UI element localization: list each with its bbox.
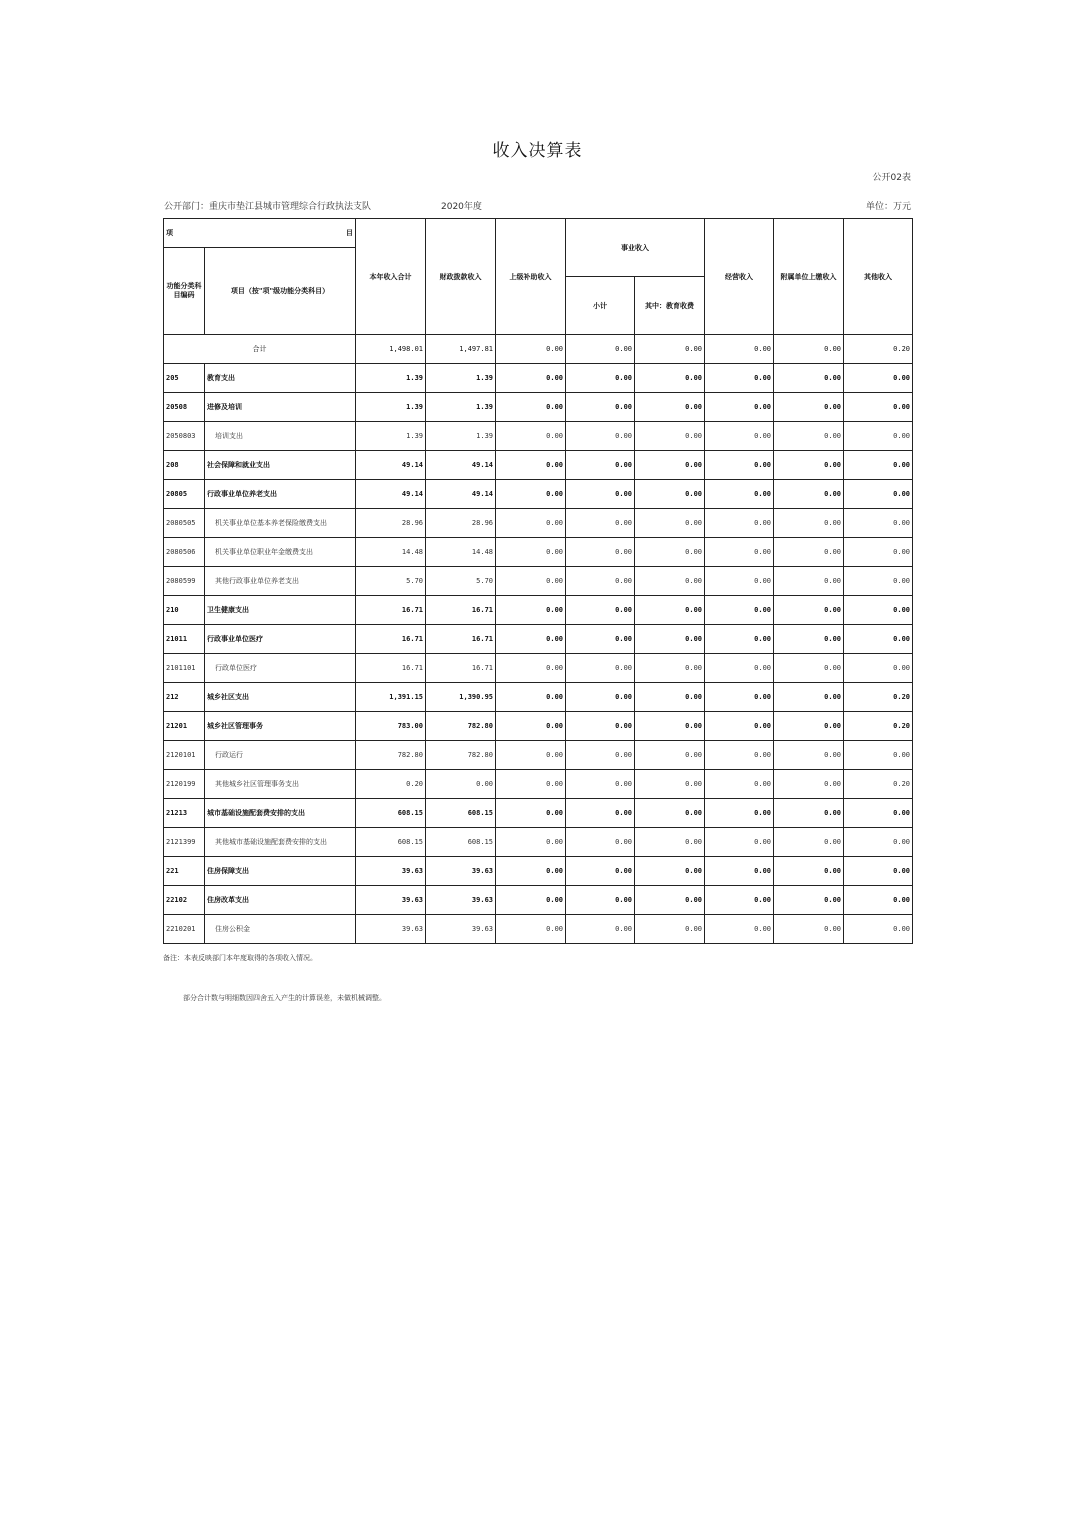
cell-upper: 0.00 — [496, 712, 566, 741]
cell-tuition: 0.00 — [635, 828, 705, 857]
cell-other: 0.20 — [844, 683, 913, 712]
row-code: 2101101 — [164, 654, 205, 683]
cell-tuition: 0.00 — [635, 567, 705, 596]
unit-label: 单位：万元 — [865, 202, 911, 212]
row-code: 2121399 — [164, 828, 205, 857]
row-code: 20508 — [164, 393, 205, 422]
cell-affiliated: 0.00 — [774, 654, 844, 683]
note-rounding: 部分合计数与明细数因四舍五入产生的计算误差，未做机械调整。 — [183, 994, 386, 1002]
row-name: 机关事业单位职业年金缴费支出 — [205, 538, 356, 567]
cell-fiscal: 782.80 — [426, 712, 496, 741]
table-row — [164, 712, 913, 741]
header-tuition: 其中：教育收费 — [635, 277, 705, 335]
row-code: 21213 — [164, 799, 205, 828]
cell-tuition: 0.00 — [635, 683, 705, 712]
cell-other: 0.00 — [844, 625, 913, 654]
cell-operating: 0.00 — [705, 538, 774, 567]
row-name: 其他行政事业单位养老支出 — [205, 567, 356, 596]
cell-affiliated: 0.00 — [774, 335, 844, 364]
row-name: 住房改革支出 — [205, 886, 356, 915]
table-row — [164, 741, 913, 770]
cell-total: 0.20 — [356, 770, 426, 799]
cell-operating: 0.00 — [705, 509, 774, 538]
row-name: 住房公积金 — [205, 915, 356, 944]
cell-tuition: 0.00 — [635, 393, 705, 422]
cell-other: 0.00 — [844, 451, 913, 480]
cell-fiscal: 39.63 — [426, 915, 496, 944]
row-code: 212 — [164, 683, 205, 712]
cell-upper: 0.00 — [496, 480, 566, 509]
cell-subtotal: 0.00 — [566, 509, 635, 538]
cell-fiscal: 16.71 — [426, 596, 496, 625]
total-label: 合计 — [164, 335, 356, 364]
cell-fiscal: 39.63 — [426, 857, 496, 886]
table-row — [164, 422, 913, 451]
cell-tuition: 0.00 — [635, 712, 705, 741]
row-code: 2080505 — [164, 509, 205, 538]
table-row — [164, 857, 913, 886]
cell-affiliated: 0.00 — [774, 596, 844, 625]
cell-upper: 0.00 — [496, 741, 566, 770]
cell-other: 0.00 — [844, 857, 913, 886]
cell-tuition: 0.00 — [635, 480, 705, 509]
cell-subtotal: 0.00 — [566, 654, 635, 683]
cell-other: 0.20 — [844, 712, 913, 741]
table-row — [164, 654, 913, 683]
cell-subtotal: 0.00 — [566, 364, 635, 393]
cell-other: 0.00 — [844, 799, 913, 828]
cell-tuition: 0.00 — [635, 422, 705, 451]
cell-operating: 0.00 — [705, 364, 774, 393]
cell-affiliated: 0.00 — [774, 712, 844, 741]
row-name: 行政事业单位医疗 — [205, 625, 356, 654]
cell-affiliated: 0.00 — [774, 770, 844, 799]
cell-fiscal: 14.48 — [426, 538, 496, 567]
cell-subtotal: 0.00 — [566, 451, 635, 480]
cell-upper: 0.00 — [496, 422, 566, 451]
header-total: 本年收入合计 — [356, 219, 426, 335]
cell-subtotal: 0.00 — [566, 422, 635, 451]
cell-fiscal: 608.15 — [426, 828, 496, 857]
cell-tuition: 0.00 — [635, 625, 705, 654]
row-name: 卫生健康支出 — [205, 596, 356, 625]
cell-subtotal: 0.00 — [566, 770, 635, 799]
header-affiliated: 附属单位上缴收入 — [774, 219, 844, 335]
table-row — [164, 480, 913, 509]
cell-upper: 0.00 — [496, 625, 566, 654]
cell-upper: 0.00 — [496, 393, 566, 422]
cell-affiliated: 0.00 — [774, 393, 844, 422]
header-mu: 目 — [205, 219, 356, 248]
cell-operating: 0.00 — [705, 799, 774, 828]
cell-operating: 0.00 — [705, 886, 774, 915]
cell-total: 49.14 — [356, 480, 426, 509]
cell-total: 16.71 — [356, 596, 426, 625]
cell-operating: 0.00 — [705, 915, 774, 944]
cell-total: 783.00 — [356, 712, 426, 741]
cell-upper: 0.00 — [496, 886, 566, 915]
cell-fiscal: 28.96 — [426, 509, 496, 538]
cell-total: 39.63 — [356, 886, 426, 915]
cell-operating: 0.00 — [705, 393, 774, 422]
cell-fiscal: 39.63 — [426, 886, 496, 915]
cell-operating: 0.00 — [705, 654, 774, 683]
cell-affiliated: 0.00 — [774, 567, 844, 596]
income-table — [163, 218, 913, 944]
cell-affiliated: 0.00 — [774, 538, 844, 567]
cell-total: 1.39 — [356, 364, 426, 393]
cell-operating: 0.00 — [705, 857, 774, 886]
row-name: 城乡社区支出 — [205, 683, 356, 712]
cell-tuition: 0.00 — [635, 857, 705, 886]
cell-operating: 0.00 — [705, 828, 774, 857]
cell-tuition: 0.00 — [635, 364, 705, 393]
cell-total: 49.14 — [356, 451, 426, 480]
row-code: 2120101 — [164, 741, 205, 770]
cell-other: 0.00 — [844, 886, 913, 915]
page-title: 收入决算表 — [492, 141, 583, 161]
header-operating: 经营收入 — [705, 219, 774, 335]
cell-upper: 0.00 — [496, 596, 566, 625]
row-code: 20805 — [164, 480, 205, 509]
cell-total: 608.15 — [356, 828, 426, 857]
cell-total: 608.15 — [356, 799, 426, 828]
cell-other: 0.00 — [844, 567, 913, 596]
cell-operating: 0.00 — [705, 625, 774, 654]
cell-fiscal: 782.80 — [426, 741, 496, 770]
table-row — [164, 625, 913, 654]
cell-tuition: 0.00 — [635, 770, 705, 799]
cell-other: 0.00 — [844, 422, 913, 451]
cell-operating: 0.00 — [705, 770, 774, 799]
row-name: 住房保障支出 — [205, 857, 356, 886]
cell-affiliated: 0.00 — [774, 509, 844, 538]
cell-fiscal: 608.15 — [426, 799, 496, 828]
table-row — [164, 509, 913, 538]
cell-fiscal: 49.14 — [426, 451, 496, 480]
cell-affiliated: 0.00 — [774, 364, 844, 393]
table-row — [164, 799, 913, 828]
cell-upper: 0.00 — [496, 364, 566, 393]
cell-tuition: 0.00 — [635, 741, 705, 770]
table-row — [164, 886, 913, 915]
cell-subtotal: 0.00 — [566, 480, 635, 509]
cell-fiscal: 49.14 — [426, 480, 496, 509]
cell-operating: 0.00 — [705, 596, 774, 625]
form-number: 公开02表 — [872, 173, 911, 183]
cell-other: 0.20 — [844, 335, 913, 364]
cell-affiliated: 0.00 — [774, 480, 844, 509]
header-fiscal: 财政拨款收入 — [426, 219, 496, 335]
cell-other: 0.00 — [844, 915, 913, 944]
cell-tuition: 0.00 — [635, 654, 705, 683]
cell-tuition: 0.00 — [635, 451, 705, 480]
cell-fiscal: 5.70 — [426, 567, 496, 596]
cell-tuition: 0.00 — [635, 596, 705, 625]
cell-upper: 0.00 — [496, 683, 566, 712]
cell-tuition: 0.00 — [635, 335, 705, 364]
cell-total: 5.70 — [356, 567, 426, 596]
cell-subtotal: 0.00 — [566, 538, 635, 567]
cell-affiliated: 0.00 — [774, 683, 844, 712]
cell-affiliated: 0.00 — [774, 915, 844, 944]
cell-subtotal: 0.00 — [566, 393, 635, 422]
cell-other: 0.00 — [844, 480, 913, 509]
cell-affiliated: 0.00 — [774, 422, 844, 451]
cell-upper: 0.00 — [496, 828, 566, 857]
table-row — [164, 915, 913, 944]
cell-total: 1,498.01 — [356, 335, 426, 364]
row-code: 22102 — [164, 886, 205, 915]
cell-total: 39.63 — [356, 915, 426, 944]
cell-subtotal: 0.00 — [566, 683, 635, 712]
cell-subtotal: 0.00 — [566, 625, 635, 654]
cell-upper: 0.00 — [496, 770, 566, 799]
row-name: 行政单位医疗 — [205, 654, 356, 683]
cell-tuition: 0.00 — [635, 886, 705, 915]
table-total-row — [164, 335, 913, 364]
row-name: 行政事业单位养老支出 — [205, 480, 356, 509]
cell-fiscal: 1.39 — [426, 364, 496, 393]
cell-total: 39.63 — [356, 857, 426, 886]
cell-fiscal: 16.71 — [426, 625, 496, 654]
row-code: 2210201 — [164, 915, 205, 944]
cell-subtotal: 0.00 — [566, 741, 635, 770]
table-row — [164, 538, 913, 567]
cell-fiscal: 1,390.95 — [426, 683, 496, 712]
header-subtotal: 小计 — [566, 277, 635, 335]
row-code: 221 — [164, 857, 205, 886]
cell-operating: 0.00 — [705, 335, 774, 364]
cell-affiliated: 0.00 — [774, 886, 844, 915]
cell-fiscal: 1.39 — [426, 422, 496, 451]
cell-total: 1,391.15 — [356, 683, 426, 712]
table-row — [164, 770, 913, 799]
row-name: 培训支出 — [205, 422, 356, 451]
cell-other: 0.00 — [844, 509, 913, 538]
cell-total: 1.39 — [356, 393, 426, 422]
cell-total: 16.71 — [356, 654, 426, 683]
cell-affiliated: 0.00 — [774, 799, 844, 828]
cell-affiliated: 0.00 — [774, 741, 844, 770]
cell-upper: 0.00 — [496, 915, 566, 944]
cell-affiliated: 0.00 — [774, 857, 844, 886]
row-code: 2080506 — [164, 538, 205, 567]
row-code: 205 — [164, 364, 205, 393]
note-remark: 备注：本表反映部门本年度取得的各项收入情况。 — [163, 954, 317, 962]
cell-total: 782.80 — [356, 741, 426, 770]
cell-fiscal: 16.71 — [426, 654, 496, 683]
cell-subtotal: 0.00 — [566, 828, 635, 857]
cell-upper: 0.00 — [496, 335, 566, 364]
header-business: 事业收入 — [566, 219, 705, 277]
cell-operating: 0.00 — [705, 683, 774, 712]
cell-operating: 0.00 — [705, 741, 774, 770]
cell-operating: 0.00 — [705, 712, 774, 741]
cell-tuition: 0.00 — [635, 509, 705, 538]
cell-fiscal: 1,497.81 — [426, 335, 496, 364]
cell-tuition: 0.00 — [635, 915, 705, 944]
cell-other: 0.00 — [844, 596, 913, 625]
cell-upper: 0.00 — [496, 509, 566, 538]
header-name: 项目（按"项"级功能分类科目） — [205, 248, 356, 335]
row-code: 2050803 — [164, 422, 205, 451]
cell-affiliated: 0.00 — [774, 625, 844, 654]
row-code: 210 — [164, 596, 205, 625]
row-name: 其他城市基础设施配套费安排的支出 — [205, 828, 356, 857]
table-row — [164, 596, 913, 625]
cell-subtotal: 0.00 — [566, 712, 635, 741]
row-code: 21201 — [164, 712, 205, 741]
row-name: 教育支出 — [205, 364, 356, 393]
row-code: 2080599 — [164, 567, 205, 596]
department-label: 公开部门：重庆市垫江县城市管理综合行政执法支队 — [164, 202, 372, 212]
cell-operating: 0.00 — [705, 567, 774, 596]
cell-total: 1.39 — [356, 422, 426, 451]
cell-upper: 0.00 — [496, 799, 566, 828]
cell-tuition: 0.00 — [635, 799, 705, 828]
cell-tuition: 0.00 — [635, 538, 705, 567]
header-xiang: 项 — [164, 219, 205, 248]
row-name: 进修及培训 — [205, 393, 356, 422]
cell-upper: 0.00 — [496, 538, 566, 567]
row-name: 其他城乡社区管理事务支出 — [205, 770, 356, 799]
cell-other: 0.00 — [844, 654, 913, 683]
cell-subtotal: 0.00 — [566, 799, 635, 828]
row-code: 2120199 — [164, 770, 205, 799]
cell-subtotal: 0.00 — [566, 596, 635, 625]
row-name: 城市基础设施配套费安排的支出 — [205, 799, 356, 828]
cell-other: 0.20 — [844, 770, 913, 799]
cell-operating: 0.00 — [705, 480, 774, 509]
table-row — [164, 393, 913, 422]
year-label: 2020年度 — [441, 202, 482, 212]
cell-other: 0.00 — [844, 741, 913, 770]
row-code: 208 — [164, 451, 205, 480]
header-code: 功能分类科目编码 — [164, 248, 205, 335]
row-name: 社会保障和就业支出 — [205, 451, 356, 480]
row-name: 城乡社区管理事务 — [205, 712, 356, 741]
cell-fiscal: 1.39 — [426, 393, 496, 422]
cell-operating: 0.00 — [705, 451, 774, 480]
cell-other: 0.00 — [844, 538, 913, 567]
header-upper: 上级补助收入 — [496, 219, 566, 335]
row-name: 行政运行 — [205, 741, 356, 770]
table-row — [164, 683, 913, 712]
cell-fiscal: 0.00 — [426, 770, 496, 799]
cell-other: 0.00 — [844, 364, 913, 393]
table-row — [164, 364, 913, 393]
cell-upper: 0.00 — [496, 857, 566, 886]
cell-upper: 0.00 — [496, 567, 566, 596]
cell-operating: 0.00 — [705, 422, 774, 451]
table-row — [164, 567, 913, 596]
cell-total: 16.71 — [356, 625, 426, 654]
cell-affiliated: 0.00 — [774, 828, 844, 857]
cell-upper: 0.00 — [496, 451, 566, 480]
table-row — [164, 828, 913, 857]
cell-other: 0.00 — [844, 393, 913, 422]
cell-subtotal: 0.00 — [566, 335, 635, 364]
cell-affiliated: 0.00 — [774, 451, 844, 480]
cell-total: 28.96 — [356, 509, 426, 538]
cell-subtotal: 0.00 — [566, 567, 635, 596]
table-row — [164, 451, 913, 480]
cell-total: 14.48 — [356, 538, 426, 567]
header-other: 其他收入 — [844, 219, 913, 335]
cell-subtotal: 0.00 — [566, 915, 635, 944]
cell-other: 0.00 — [844, 828, 913, 857]
cell-subtotal: 0.00 — [566, 886, 635, 915]
row-name: 机关事业单位基本养老保险缴费支出 — [205, 509, 356, 538]
cell-subtotal: 0.00 — [566, 857, 635, 886]
cell-upper: 0.00 — [496, 654, 566, 683]
row-code: 21011 — [164, 625, 205, 654]
